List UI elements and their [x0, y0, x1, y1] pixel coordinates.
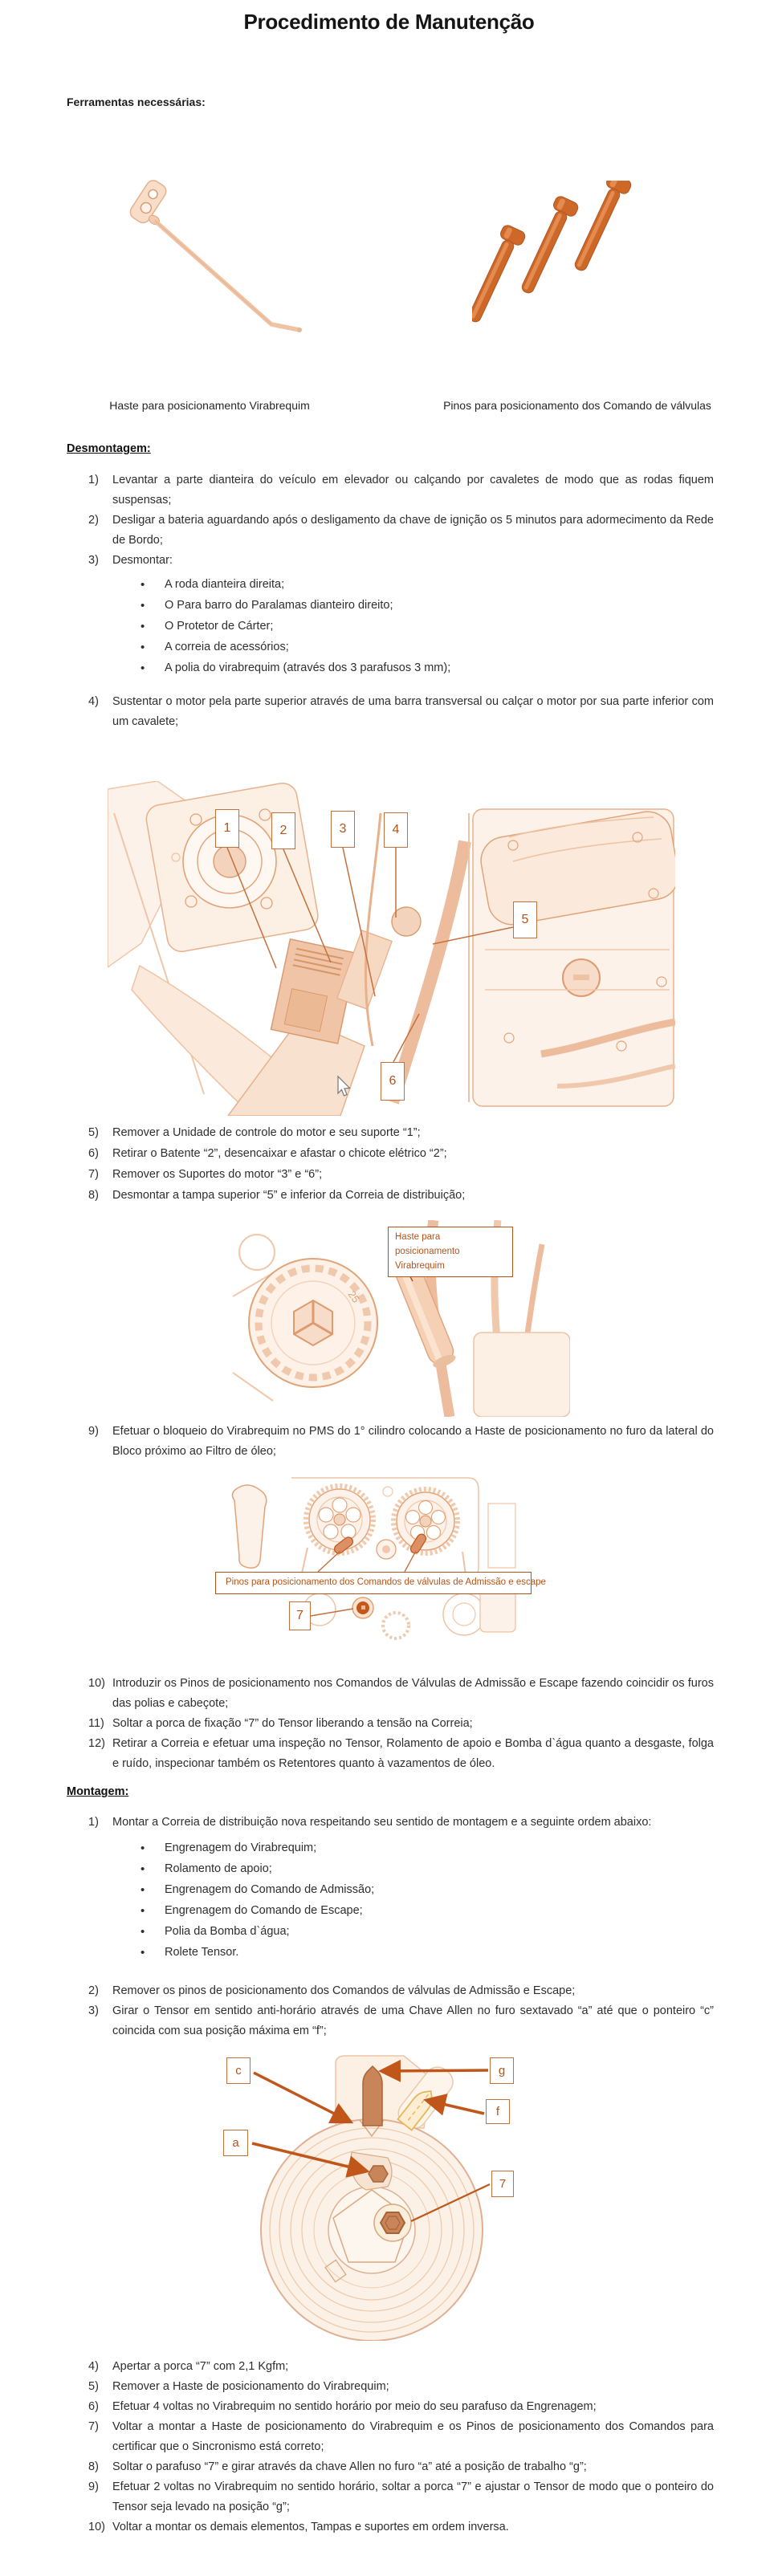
- tensioner-art: [223, 2052, 518, 2341]
- list-item: [67, 551, 714, 571]
- engine-bay-diagram: [108, 781, 675, 1116]
- list-item: [67, 2517, 714, 2537]
- bullet-item: [67, 1880, 714, 1901]
- filter-cap-marking: 25: [345, 1288, 363, 1305]
- item-number: 6): [88, 1147, 99, 1160]
- list-item: [67, 1185, 714, 1206]
- bullet-text: Polia da Bomba d`água;: [165, 1925, 290, 1938]
- desmontagem-list-1: [67, 470, 714, 732]
- bullet-text: Rolamento de apoio;: [165, 1862, 272, 1875]
- montagem-list-1: [67, 1813, 714, 2041]
- bullet-glyph: [141, 575, 165, 596]
- bullet-text: Engrenagem do Virabrequim;: [165, 1841, 317, 1854]
- item-text: Desmontar a tampa superior “5” e inferior da Correia de distribuição;: [112, 1189, 466, 1202]
- item-number: 4): [88, 695, 99, 708]
- bullet-glyph: [141, 1838, 165, 1859]
- item-text: Efetuar 2 voltas no Virabrequim no sentido horário, soltar a porca “7” e ajustar o Tensor de modo que o ponteiro do Tensor seja levado na posição “g”;: [112, 2480, 714, 2513]
- bullet-item: [67, 617, 714, 637]
- callout-a: a: [223, 2130, 248, 2156]
- item-number: 3): [88, 2004, 99, 2017]
- item-text: Remover a Haste de posicionamento do Virabrequim;: [112, 2380, 389, 2393]
- callout-5: 5: [513, 901, 537, 938]
- callout-1: 1: [215, 809, 239, 848]
- item-number: 8): [88, 2460, 99, 2473]
- list-item: [67, 2397, 714, 2417]
- item-number: 1): [88, 1816, 99, 1829]
- list-item: [67, 1164, 714, 1185]
- list-item: [67, 511, 714, 551]
- list-item: [67, 470, 714, 511]
- list-item: [67, 692, 714, 732]
- item-text: Soltar o parafuso “7” e girar através da chave Allen no furo “a” até a posição de trabalho “g”;: [112, 2460, 587, 2473]
- item-number: 4): [88, 2360, 99, 2373]
- bullet-item: [67, 575, 714, 596]
- item-text: Retirar a Correia e efetuar uma inspeção no Tensor, Rolamento de apoio e Bomba d`água quanto a desgaste, folga e ruído, inspecionar também os Retentores quanto à vazamentos de óleo.: [112, 1737, 714, 1770]
- item-number: 10): [88, 1677, 105, 1690]
- item-number: 2): [88, 514, 99, 527]
- item-number: 12): [88, 1737, 105, 1750]
- list-item: [67, 2457, 714, 2477]
- item-text: Voltar a montar a Haste de posicionamento do Virabrequim e os Pinos de posicionamento dos Comandos para certificar que o Sincronismo está correto;: [112, 2420, 714, 2453]
- item-number: 11): [88, 1717, 104, 1730]
- bullet-item: [67, 1922, 714, 1943]
- montagem-list-2: [67, 2357, 714, 2537]
- desmontagem-heading: Desmontagem:: [67, 442, 151, 455]
- item-text: Remover os Suportes do motor “3” e “6”;: [112, 1168, 323, 1181]
- bullet-glyph: [141, 1880, 165, 1901]
- tensioner-diagram: [223, 2052, 518, 2341]
- list-item: [67, 1122, 714, 1143]
- bullet-text: A polia do virabrequim (através dos 3 parafusos 3 mm);: [165, 661, 451, 674]
- bullet-item: [67, 637, 714, 658]
- bullet-text: Engrenagem do Comando de Escape;: [165, 1904, 363, 1917]
- bullet-glyph: [141, 637, 165, 658]
- haste-tool-image: [112, 170, 309, 359]
- oil-filter-diagram: [233, 1220, 570, 1417]
- item-text: Efetuar 4 voltas no Virabrequim no sentido horário por meio do seu parafuso da Engrenagem;: [112, 2400, 597, 2413]
- item-text: Remover a Unidade de controle do motor e seu suporte “1”;: [112, 1126, 421, 1139]
- desmontagem-list-4: [67, 1674, 714, 1774]
- bullet-text: O Para barro do Paralamas dianteiro direito;: [165, 599, 393, 612]
- bullet-item: [67, 1901, 714, 1922]
- bullet-item: [67, 1859, 714, 1880]
- item-number: 2): [88, 1984, 99, 1997]
- pinos-tool-caption: Pinos para posicionamento dos Comando de válvulas: [443, 399, 711, 412]
- pinos-label-box: Pinos para posicionamento dos Comandos de válvulas de Admissão e escape: [215, 1572, 532, 1594]
- bullet-list: [67, 575, 714, 679]
- camshaft-gears-art: [223, 1471, 515, 1646]
- haste-label-box: Haste para posicionamento Virabrequim: [388, 1227, 513, 1277]
- item-number: 7): [88, 1168, 99, 1181]
- callout-3: 3: [331, 811, 355, 848]
- item-number: 1): [88, 474, 99, 486]
- list-item: [67, 2377, 714, 2397]
- callout-6: 6: [381, 1062, 405, 1101]
- bullet-glyph: [141, 1901, 165, 1922]
- montagem-heading: Montagem:: [67, 1785, 129, 1798]
- item-text: Levantar a parte dianteira do veículo em elevador ou calçando por cavaletes de modo que as rodas fiquem suspensas;: [112, 474, 714, 507]
- item-text: Apertar a porca “7” com 2,1 Kgfm;: [112, 2360, 289, 2373]
- bullet-text: A correia de acessórios;: [165, 641, 289, 653]
- bullet-text: O Protetor de Cárter;: [165, 620, 274, 633]
- bullet-item: [67, 1943, 714, 1964]
- callout-7: 7: [289, 1601, 311, 1630]
- item-text: Efetuar o bloqueio do Virabrequim no PMS do 1° cilindro colocando a Haste de posicionamento no furo da lateral do Bloco próximo ao Filtro de óleo;: [112, 1425, 714, 1458]
- tools-heading: Ferramentas necessárias:: [67, 96, 206, 108]
- item-text: Introduzir os Pinos de posicionamento nos Comandos de Válvulas de Admissão e Escape fazendo coincidir os furos das polias e cabeçote;: [112, 1677, 714, 1710]
- bullet-list: [67, 1838, 714, 1964]
- item-number: 10): [88, 2521, 105, 2533]
- bullet-item: [67, 658, 714, 679]
- list-item: [67, 1734, 714, 1774]
- item-text: Soltar a porca de fixação “7” do Tensor liberando a tensão na Correia;: [112, 1717, 473, 1730]
- bullet-item: [67, 596, 714, 617]
- item-text: Remover os pinos de posicionamento dos Comandos de válvulas de Admissão e Escape;: [112, 1984, 576, 1997]
- item-number: 5): [88, 1126, 99, 1139]
- item-text: Montar a Correia de distribuição nova respeitando seu sentido de montagem e a seguinte ordem abaixo:: [112, 1816, 652, 1829]
- list-item: [67, 2477, 714, 2517]
- callout-4: 4: [384, 812, 408, 848]
- bullet-glyph: [141, 1859, 165, 1880]
- list-item: [67, 1422, 714, 1462]
- page-title: Procedimento de Manutenção: [243, 10, 535, 34]
- list-item: [67, 2001, 714, 2041]
- callout-c: c: [226, 2057, 251, 2084]
- item-text: Retirar o Batente “2”, desencaixar e afastar o chicote elétrico “2”;: [112, 1147, 447, 1160]
- camshaft-gears-diagram: [223, 1471, 546, 1646]
- list-item: [67, 1981, 714, 2001]
- item-number: 5): [88, 2380, 99, 2393]
- haste-tool-caption: Haste para posicionamento Virabrequim: [109, 399, 310, 412]
- callout-f: f: [486, 2099, 510, 2124]
- bullet-glyph: [141, 1922, 165, 1943]
- desmontagem-list-2: [67, 1122, 714, 1206]
- list-item: [67, 1143, 714, 1164]
- list-item: [67, 1674, 714, 1714]
- bullet-text: A roda dianteira direita;: [165, 578, 285, 591]
- list-item: [67, 2417, 714, 2457]
- item-text: Voltar a montar os demais elementos, Tampas e suportes em ordem inversa.: [112, 2521, 509, 2533]
- pinos-tool-image: [472, 181, 674, 341]
- callout-g: g: [490, 2057, 514, 2084]
- bullet-item: [67, 1838, 714, 1859]
- item-text: Girar o Tensor em sentido anti-horário através de uma Chave Allen no furo sextavado “a” até que o ponteiro “c” coincida com sua posição máxima em “f”;: [112, 2004, 714, 2037]
- callout-2: 2: [271, 812, 295, 849]
- bullet-glyph: [141, 596, 165, 617]
- item-text: Desligar a bateria aguardando após o desligamento da chave de ignição os 5 minutos para adormecimento da Rede de Bordo;: [112, 514, 714, 547]
- item-number: 3): [88, 554, 99, 567]
- item-number: 8): [88, 1189, 99, 1202]
- bullet-glyph: [141, 617, 165, 637]
- bullet-glyph: [141, 658, 165, 679]
- bullet-text: Engrenagem do Comando de Admissão;: [165, 1883, 375, 1896]
- item-text: Desmontar:: [112, 554, 173, 567]
- list-item: [67, 2357, 714, 2377]
- item-text: Sustentar o motor pela parte superior através de uma barra transversal ou calçar o motor por sua parte inferior com um cavalete;: [112, 695, 714, 728]
- item-number: 6): [88, 2400, 99, 2413]
- item-number: 9): [88, 1425, 99, 1438]
- bullet-text: Rolete Tensor.: [165, 1946, 239, 1959]
- item-number: 9): [88, 2480, 99, 2493]
- list-item: [67, 1813, 714, 1833]
- item-number: 7): [88, 2420, 99, 2433]
- callout-7-tensioner: 7: [491, 2171, 514, 2197]
- bullet-glyph: [141, 1943, 165, 1964]
- list-item: [67, 1714, 714, 1734]
- desmontagem-list-3: [67, 1422, 714, 1462]
